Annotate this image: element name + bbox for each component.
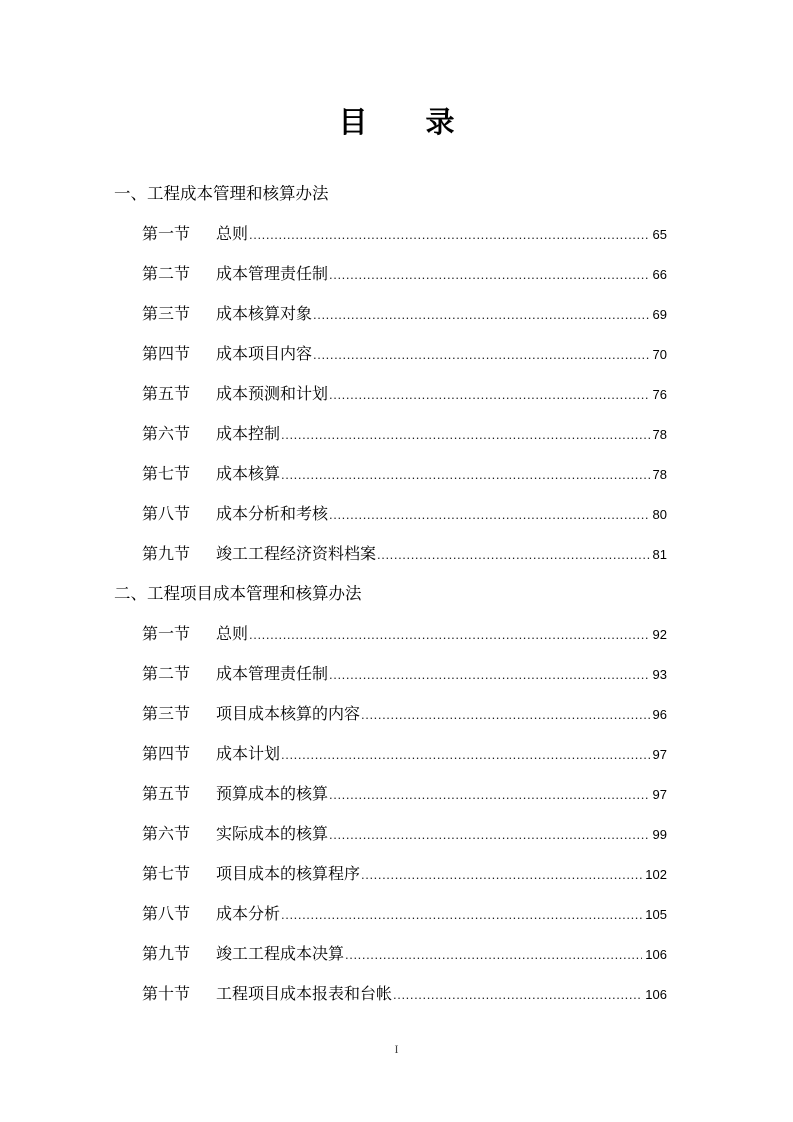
toc-entry[interactable] <box>142 462 667 486</box>
entry-label: 第五节 <box>142 784 191 803</box>
toc-title <box>0 102 793 142</box>
dot-leader <box>345 943 642 967</box>
entry-page-number: 99 <box>652 827 667 842</box>
toc-entry[interactable] <box>142 622 667 646</box>
dot-leader <box>329 503 650 527</box>
dot-leader <box>393 983 642 1007</box>
entry-page-number: 81 <box>652 547 667 562</box>
toc-entry[interactable] <box>142 702 667 726</box>
entry-page-number: 92 <box>652 627 667 642</box>
entry-label: 第八节 <box>142 904 191 923</box>
dot-leader <box>329 383 650 407</box>
dot-leader <box>313 303 650 327</box>
entry-title: 成本计划 <box>216 744 281 763</box>
entry-title: 成本管理责任制 <box>216 664 329 683</box>
toc-entry[interactable] <box>142 982 667 1006</box>
entry-title: 成本项目内容 <box>216 344 313 363</box>
entry-label: 第三节 <box>142 304 191 323</box>
toc-entry[interactable] <box>142 302 667 326</box>
part-heading-2: 二、工程项目成本管理和核算办法 <box>114 584 362 603</box>
entry-title: 成本分析 <box>216 904 281 923</box>
entry-label: 第四节 <box>142 744 191 763</box>
toc-title-char-2: 录 <box>425 105 455 139</box>
entry-page-number: 105 <box>645 907 667 922</box>
entry-label: 第七节 <box>142 864 191 883</box>
entry-page-number: 102 <box>645 867 667 882</box>
entry-title: 竣工工程经济资料档案 <box>216 544 377 563</box>
entry-page-number: 106 <box>645 987 667 1002</box>
dot-leader <box>329 823 650 847</box>
toc-entry[interactable] <box>142 542 667 566</box>
part-heading-1: 一、工程成本管理和核算办法 <box>114 184 329 203</box>
entry-title: 成本核算对象 <box>216 304 313 323</box>
entry-label: 第六节 <box>142 424 191 443</box>
entry-page-number: 80 <box>652 507 667 522</box>
dot-leader <box>361 863 642 887</box>
entry-label: 第一节 <box>142 624 191 643</box>
entry-page-number: 93 <box>652 667 667 682</box>
dot-leader <box>249 623 650 647</box>
entry-label: 第五节 <box>142 384 191 403</box>
dot-leader <box>281 463 650 487</box>
entry-title: 项目成本的核算程序 <box>216 864 361 883</box>
entry-label: 第十节 <box>142 984 191 1003</box>
dot-leader <box>281 903 642 927</box>
toc-entry[interactable] <box>142 862 667 886</box>
toc-entry[interactable] <box>142 502 667 526</box>
entry-label: 第二节 <box>142 664 191 683</box>
entry-title: 成本核算 <box>216 464 281 483</box>
entry-page-number: 69 <box>652 307 667 322</box>
entry-title: 总则 <box>216 224 249 243</box>
toc-entry[interactable] <box>142 342 667 366</box>
entry-title: 成本分析和考核 <box>216 504 329 523</box>
toc-entry[interactable] <box>142 742 667 766</box>
toc-entry[interactable] <box>142 382 667 406</box>
entry-title: 实际成本的核算 <box>216 824 329 843</box>
entry-label: 第九节 <box>142 544 191 563</box>
entry-label: 第六节 <box>142 824 191 843</box>
entry-page-number: 78 <box>652 427 667 442</box>
entry-label: 第四节 <box>142 344 191 363</box>
dot-leader <box>329 663 650 687</box>
dot-leader <box>329 783 650 807</box>
page-footer-number: I <box>394 1042 399 1056</box>
entry-label: 第一节 <box>142 224 191 243</box>
toc-entry[interactable] <box>142 942 667 966</box>
toc-entry[interactable] <box>142 782 667 806</box>
dot-leader <box>377 543 650 567</box>
entry-title: 工程项目成本报表和台帐 <box>216 984 393 1003</box>
dot-leader <box>361 703 650 727</box>
entry-title: 成本管理责任制 <box>216 264 329 283</box>
entry-title: 项目成本核算的内容 <box>216 704 361 723</box>
dot-leader <box>281 743 650 767</box>
dot-leader <box>281 423 650 447</box>
entry-title: 成本控制 <box>216 424 281 443</box>
entry-page-number: 76 <box>652 387 667 402</box>
dot-leader <box>249 223 650 247</box>
dot-leader <box>329 263 650 287</box>
entry-page-number: 78 <box>652 467 667 482</box>
entry-page-number: 96 <box>652 707 667 722</box>
entry-label: 第三节 <box>142 704 191 723</box>
toc-entry[interactable] <box>142 222 667 246</box>
toc-entry[interactable] <box>142 822 667 846</box>
entry-label: 第二节 <box>142 264 191 283</box>
entry-page-number: 65 <box>652 227 667 242</box>
entry-title: 总则 <box>216 624 249 643</box>
entry-label: 第八节 <box>142 504 191 523</box>
toc-entry[interactable] <box>142 902 667 926</box>
entry-page-number: 70 <box>652 347 667 362</box>
entry-page-number: 97 <box>652 787 667 802</box>
toc-entry[interactable] <box>142 662 667 686</box>
entry-label: 第九节 <box>142 944 191 963</box>
entry-title: 成本预测和计划 <box>216 384 329 403</box>
toc-title-char-1: 目 <box>338 105 368 139</box>
toc-entry[interactable] <box>142 262 667 286</box>
entry-page-number: 106 <box>645 947 667 962</box>
dot-leader <box>313 343 650 367</box>
entry-page-number: 97 <box>652 747 667 762</box>
entry-page-number: 66 <box>652 267 667 282</box>
entry-title: 竣工工程成本决算 <box>216 944 345 963</box>
entry-title: 预算成本的核算 <box>216 784 329 803</box>
entry-label: 第七节 <box>142 464 191 483</box>
toc-entry[interactable] <box>142 422 667 446</box>
